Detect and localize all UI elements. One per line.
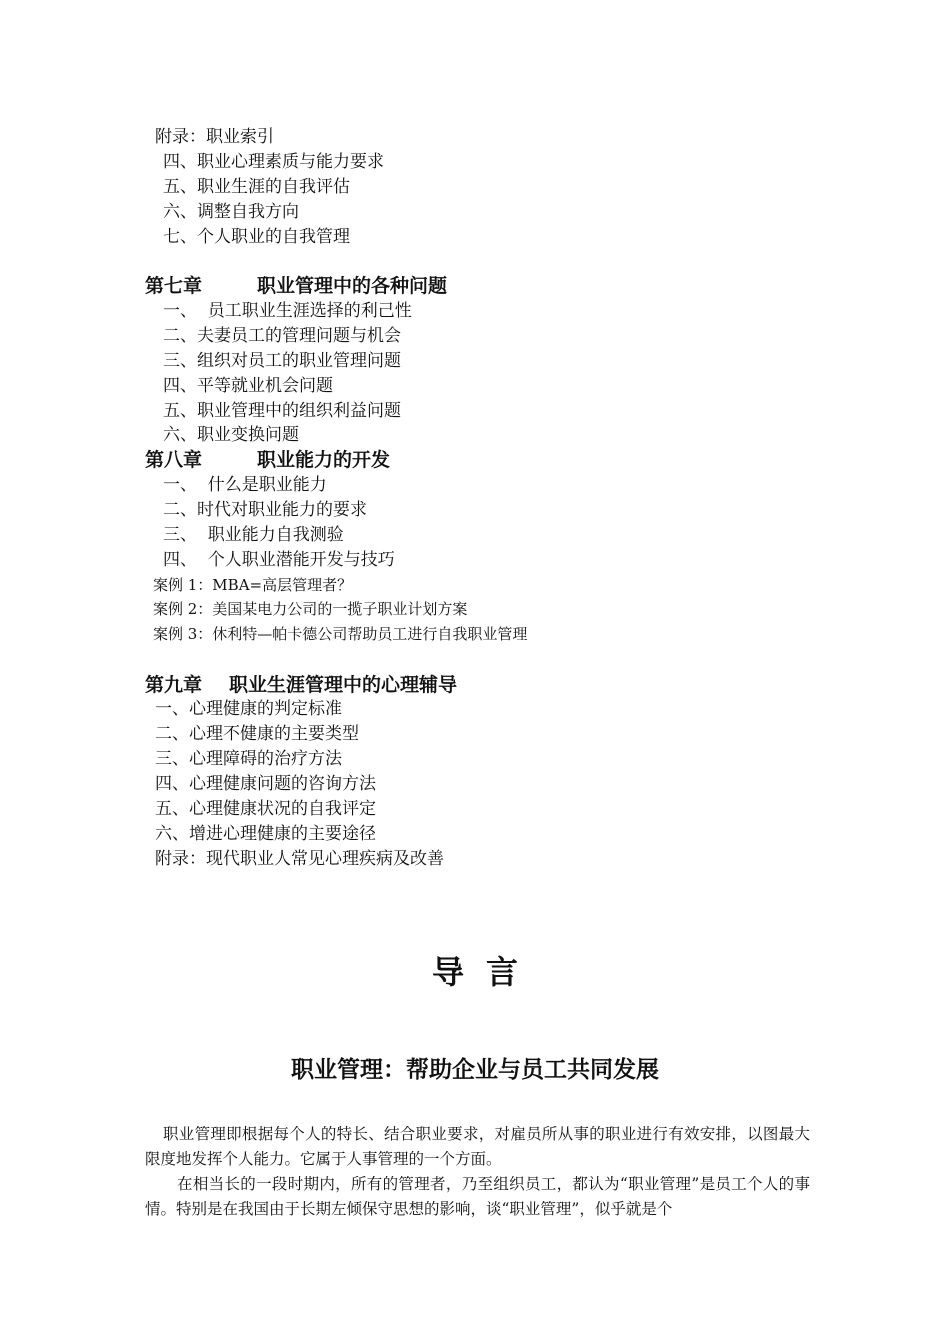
chapter-8-heading bbox=[145, 448, 390, 472]
chapter-title: 职业能力的开发 bbox=[257, 449, 391, 471]
toc-appendix-item: 附录：职业索引 bbox=[155, 127, 274, 147]
toc-appendix-item: 附录：现代职业人常见心理疾病及改善 bbox=[155, 849, 444, 869]
toc-item: 二、夫妻员工的管理问题与机会 bbox=[163, 326, 401, 346]
toc-item: 四、职业心理素质与能力要求 bbox=[163, 152, 384, 172]
toc-item: 二、心理不健康的主要类型 bbox=[155, 724, 359, 744]
case-item: 案例 3：休利特—帕卡德公司帮助员工进行自我职业管理 bbox=[153, 625, 528, 643]
case-item: 案例 1：MBA=高层管理者？ bbox=[153, 576, 353, 594]
chapter-number: 第九章 bbox=[145, 674, 203, 696]
intro-title: 导言 bbox=[431, 953, 540, 991]
toc-item: 三、组织对员工的职业管理问题 bbox=[163, 351, 401, 371]
chapter-title: 职业管理中的各种问题 bbox=[257, 275, 448, 297]
chapter-9-heading bbox=[145, 673, 457, 697]
toc-item: 四、心理健康问题的咨询方法 bbox=[155, 774, 376, 794]
toc-item: 六、增进心理健康的主要途径 bbox=[155, 824, 376, 844]
case-item: 案例 2：美国某电力公司的一揽子职业计划方案 bbox=[153, 600, 468, 618]
toc-item: 三、心理障碍的治疗方法 bbox=[155, 749, 342, 769]
toc-item: 一、心理健康的判定标准 bbox=[155, 699, 342, 719]
toc-item: 六、调整自我方向 bbox=[163, 202, 299, 222]
toc-item: 五、职业管理中的组织利益问题 bbox=[163, 401, 401, 421]
toc-item: 一、 员工职业生涯选择的利己性 bbox=[163, 301, 412, 321]
chapter-7-heading bbox=[145, 274, 447, 298]
toc-item: 二、时代对职业能力的要求 bbox=[163, 500, 367, 520]
toc-item: 七、个人职业的自我管理 bbox=[163, 227, 350, 247]
intro-subtitle: 职业管理：帮助企业与员工共同发展 bbox=[291, 1057, 659, 1083]
toc-item: 六、职业变换问题 bbox=[163, 425, 299, 445]
intro-paragraph-1: 职业管理即根据每个人的特长、结合职业要求，对雇员所从事的职业进行有效安排，以图最大限度地发挥个人能力。它属于人事管理的一个方面。 bbox=[145, 1125, 810, 1168]
chapter-title: 职业生涯管理中的心理辅导 bbox=[229, 674, 458, 696]
toc-item: 五、职业生涯的自我评估 bbox=[163, 177, 350, 197]
chapter-number: 第七章 bbox=[145, 275, 203, 297]
toc-item: 四、平等就业机会问题 bbox=[163, 376, 333, 396]
chapter-number: 第八章 bbox=[145, 449, 203, 471]
toc-item: 五、心理健康状况的自我评定 bbox=[155, 799, 376, 819]
intro-paragraph-2: 在相当长的一段时期内，所有的管理者，乃至组织员工，都认为“职业管理”是员工个人的事情。特别是在我国由于长期左倾保守思想的影响，谈“职业管理”，似乎就是个 bbox=[145, 1175, 810, 1218]
toc-item: 三、 职业能力自我测验 bbox=[163, 525, 344, 545]
toc-item: 一、 什么是职业能力 bbox=[163, 475, 327, 495]
toc-item: 四、 个人职业潜能开发与技巧 bbox=[163, 550, 395, 570]
